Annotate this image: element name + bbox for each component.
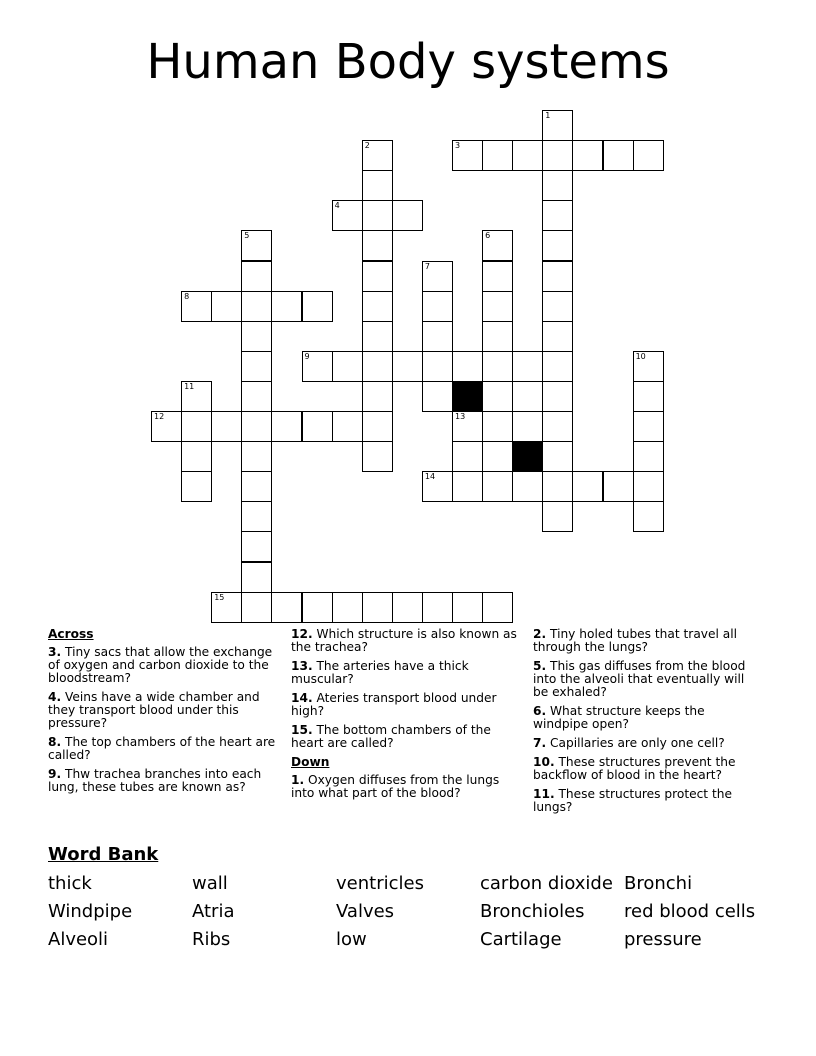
crossword-cell[interactable] <box>271 592 302 623</box>
clue <box>291 774 523 800</box>
clue-number: 13. <box>291 659 313 673</box>
clue-number: 3 <box>455 141 461 151</box>
crossword-cell[interactable] <box>482 351 513 382</box>
crossword-cell[interactable] <box>633 351 664 382</box>
clue-number: 13 <box>455 412 466 421</box>
across-heading: Across <box>48 627 94 641</box>
clue-text: The arteries have a thick muscular? <box>291 659 469 686</box>
clue-text: What structure keeps the windpipe open? <box>533 704 705 731</box>
crossword-cell[interactable] <box>241 592 272 623</box>
clue-number: 3. <box>48 645 62 659</box>
crossword-cell[interactable] <box>392 200 423 231</box>
crossword-cell[interactable] <box>452 441 483 472</box>
down-heading: Down <box>291 755 330 769</box>
word-bank-item: Alveoli <box>48 929 109 950</box>
crossword-cell[interactable] <box>241 291 272 322</box>
crossword-cell[interactable] <box>241 501 272 532</box>
crossword-cell[interactable] <box>302 592 333 623</box>
crossword-cell[interactable] <box>241 531 272 562</box>
crossword-cell[interactable] <box>422 291 453 322</box>
crossword-cell[interactable] <box>542 351 573 382</box>
clue-text: Veins have a wide chamber and they transport blood under this pressure? <box>48 690 260 730</box>
crossword-cell[interactable] <box>241 351 272 382</box>
crossword-cell[interactable] <box>422 321 453 352</box>
crossword-cell[interactable] <box>512 351 543 382</box>
clue <box>533 756 763 782</box>
clue-text: This gas diffuses from the blood into the alveoli that eventually will be exhaled? <box>533 659 746 699</box>
crossword-cell[interactable] <box>422 471 453 502</box>
crossword-cell[interactable] <box>332 351 363 382</box>
crossword-cell[interactable] <box>181 291 212 322</box>
crossword-cell[interactable] <box>452 140 483 171</box>
clue-number: 9 <box>304 351 310 361</box>
clue-number: 11. <box>533 787 555 801</box>
crossword-cell[interactable] <box>452 351 483 382</box>
crossword-cell[interactable] <box>482 411 513 442</box>
clue <box>291 660 523 686</box>
crossword-cell[interactable] <box>482 592 513 623</box>
clue-number: 8 <box>184 291 190 301</box>
clue <box>48 646 283 685</box>
crossword-cell[interactable] <box>211 592 242 623</box>
clue-number: 14 <box>424 472 436 482</box>
crossword-cell[interactable] <box>392 592 423 623</box>
crossword-cell[interactable] <box>422 592 453 623</box>
crossword-cell[interactable] <box>241 441 272 472</box>
crossword-cell[interactable] <box>422 351 453 382</box>
crossword-cell[interactable] <box>362 351 393 382</box>
clue-number: 12 <box>154 412 165 421</box>
clue-number: 5 <box>244 231 250 241</box>
word-bank-item: Ribs <box>192 929 231 950</box>
crossword-cell[interactable] <box>542 501 573 532</box>
clue-number: 1. <box>291 773 305 787</box>
crossword-cell[interactable] <box>271 291 302 322</box>
clue-number: 15. <box>291 723 313 737</box>
clue-text: The top chambers of the heart are called? <box>48 735 276 762</box>
crossword-block <box>512 441 543 472</box>
clue <box>48 691 283 730</box>
crossword-cell[interactable] <box>362 592 393 623</box>
clue-number: 7. <box>533 736 547 750</box>
crossword-cell[interactable] <box>422 381 453 412</box>
clue-text: Oxygen diffuses from the lungs into what part of the blood? <box>291 773 500 800</box>
crossword-cell[interactable] <box>241 471 272 502</box>
clue-text: Which structure is also known as the trachea? <box>291 627 517 654</box>
word-bank-item: thick <box>48 873 92 894</box>
word-bank-item: wall <box>192 873 228 894</box>
crossword-cell[interactable] <box>572 140 603 171</box>
clue-text: These structures prevent the backflow of blood in the heart? <box>533 755 736 782</box>
crossword-cell[interactable] <box>241 562 272 593</box>
crossword-cell[interactable] <box>482 381 513 412</box>
clue <box>533 628 763 654</box>
word-bank-item: Windpipe <box>48 901 133 922</box>
crossword-cell[interactable] <box>241 230 272 261</box>
crossword-cell[interactable] <box>482 471 513 502</box>
crossword-cell[interactable] <box>572 471 603 502</box>
clue <box>533 737 763 750</box>
crossword-cell[interactable] <box>181 441 212 472</box>
clue-number: 8. <box>48 735 62 749</box>
crossword-cell[interactable] <box>512 140 543 171</box>
crossword-cell[interactable] <box>633 471 664 502</box>
crossword-cell[interactable] <box>542 471 573 502</box>
crossword-cell[interactable] <box>181 381 212 412</box>
crossword-cell[interactable] <box>633 140 664 171</box>
clue-number: 7 <box>424 261 430 271</box>
clue-text: These structures protect the lungs? <box>533 787 732 814</box>
word-bank-item: Bronchi <box>624 873 693 894</box>
clue-number: 2 <box>364 141 370 151</box>
crossword-cell[interactable] <box>542 441 573 472</box>
crossword-cell[interactable] <box>452 411 483 442</box>
crossword-cell[interactable] <box>151 411 182 442</box>
word-bank-item: low <box>336 929 367 950</box>
word-bank-item: carbon dioxide <box>480 873 613 894</box>
crossword-cell[interactable] <box>362 381 393 412</box>
clue-number: 4. <box>48 690 62 704</box>
crossword-cell[interactable] <box>332 200 363 231</box>
word-bank-item: red blood cells <box>624 901 756 922</box>
clue-number: 6. <box>533 704 547 718</box>
clue-text: Tiny holed tubes that travel all through the lungs? <box>533 627 737 654</box>
clue-number: 4 <box>334 201 340 211</box>
crossword-cell[interactable] <box>603 471 634 502</box>
crossword-cell[interactable] <box>633 411 664 442</box>
word-bank-item: pressure <box>624 929 702 950</box>
crossword-cell[interactable] <box>362 230 393 261</box>
crossword-cell[interactable] <box>302 291 333 322</box>
clue-text: Tiny sacs that allow the exchange of oxygen and carbon dioxide to the bloodstream? <box>48 645 273 685</box>
crossword-cell[interactable] <box>633 501 664 532</box>
crossword-cell[interactable] <box>362 321 393 352</box>
page-title: Human Body systems <box>146 34 670 90</box>
crossword-cell[interactable] <box>542 140 573 171</box>
crossword-cell[interactable] <box>542 110 573 141</box>
crossword-cell[interactable] <box>542 230 573 261</box>
crossword-cell[interactable] <box>362 411 393 442</box>
word-bank-item: Cartilage <box>480 929 562 950</box>
word-bank-item: ventricles <box>336 873 424 894</box>
crossword-cell[interactable] <box>302 351 333 382</box>
crossword-cell[interactable] <box>542 200 573 231</box>
crossword-cell[interactable] <box>362 261 393 292</box>
crossword-cell[interactable] <box>362 170 393 201</box>
crossword-cell[interactable] <box>241 411 272 442</box>
crossword-cell[interactable] <box>271 411 302 442</box>
crossword-cell[interactable] <box>241 321 272 352</box>
crossword-cell[interactable] <box>181 411 212 442</box>
crossword-cell[interactable] <box>482 261 513 292</box>
clue <box>533 705 763 731</box>
crossword-cell[interactable] <box>542 291 573 322</box>
clue-number: 12. <box>291 627 313 641</box>
crossword-cell[interactable] <box>362 200 393 231</box>
crossword-cell[interactable] <box>362 441 393 472</box>
word-bank-item: Bronchioles <box>480 901 585 922</box>
clue-column-2 <box>291 628 523 806</box>
clue-column-1 <box>48 628 283 800</box>
crossword-cell[interactable] <box>211 291 242 322</box>
crossword-block <box>452 381 483 412</box>
clue-number: 10 <box>635 351 646 361</box>
clue-number: 9. <box>48 767 62 781</box>
crossword-cell[interactable] <box>512 471 543 502</box>
clue <box>533 660 763 699</box>
clue <box>291 692 523 718</box>
word-bank-item: Valves <box>336 901 395 922</box>
crossword-cell[interactable] <box>452 471 483 502</box>
clue-number: 5. <box>533 659 547 673</box>
clue-text: Thw trachea branches into each lung, these tubes are known as? <box>48 767 262 794</box>
crossword-cell[interactable] <box>241 381 272 412</box>
crossword-cell[interactable] <box>211 411 242 442</box>
crossword-cell[interactable] <box>302 411 333 442</box>
clue-number: 11 <box>184 381 195 391</box>
clue-number: 1 <box>545 111 551 120</box>
clue-text: The bottom chambers of the heart are called? <box>291 723 491 750</box>
crossword-cell[interactable] <box>332 592 363 623</box>
crossword-cell[interactable] <box>542 321 573 352</box>
crossword-cell[interactable] <box>482 140 513 171</box>
clue-text: Ateries transport blood under high? <box>291 691 497 718</box>
clue <box>291 628 523 654</box>
crossword-cell[interactable] <box>482 291 513 322</box>
crossword-cell[interactable] <box>633 441 664 472</box>
crossword-cell[interactable] <box>542 170 573 201</box>
crossword-cell[interactable] <box>452 592 483 623</box>
crossword-cell[interactable] <box>482 230 513 261</box>
crossword-cell[interactable] <box>482 441 513 472</box>
clue <box>48 768 283 794</box>
crossword-cell[interactable] <box>362 291 393 322</box>
crossword-cell[interactable] <box>542 261 573 292</box>
crossword-cell[interactable] <box>482 321 513 352</box>
crossword-cell[interactable] <box>542 411 573 442</box>
clue-number: 6 <box>485 231 491 241</box>
clue-text: Capillaries are only one cell? <box>546 736 725 750</box>
crossword-cell[interactable] <box>633 381 664 412</box>
crossword-cell[interactable] <box>512 411 543 442</box>
crossword-cell[interactable] <box>422 261 453 292</box>
crossword-cell[interactable] <box>181 471 212 502</box>
clue <box>48 736 283 762</box>
clue-number: 15 <box>214 592 225 602</box>
crossword-cell[interactable] <box>542 381 573 412</box>
clue-number: 14. <box>291 691 313 705</box>
crossword-cell[interactable] <box>392 351 423 382</box>
word-bank-title: Word Bank <box>48 844 159 865</box>
clue-column-3 <box>533 628 763 820</box>
crossword-cell[interactable] <box>332 411 363 442</box>
crossword-cell[interactable] <box>603 140 634 171</box>
clue-number: 2. <box>533 627 547 641</box>
word-bank-item: Atria <box>192 901 235 922</box>
clue-number: 10. <box>533 755 555 769</box>
crossword-cell[interactable] <box>362 140 393 171</box>
clue <box>533 788 763 814</box>
clue <box>291 724 523 750</box>
crossword-cell[interactable] <box>241 261 272 292</box>
